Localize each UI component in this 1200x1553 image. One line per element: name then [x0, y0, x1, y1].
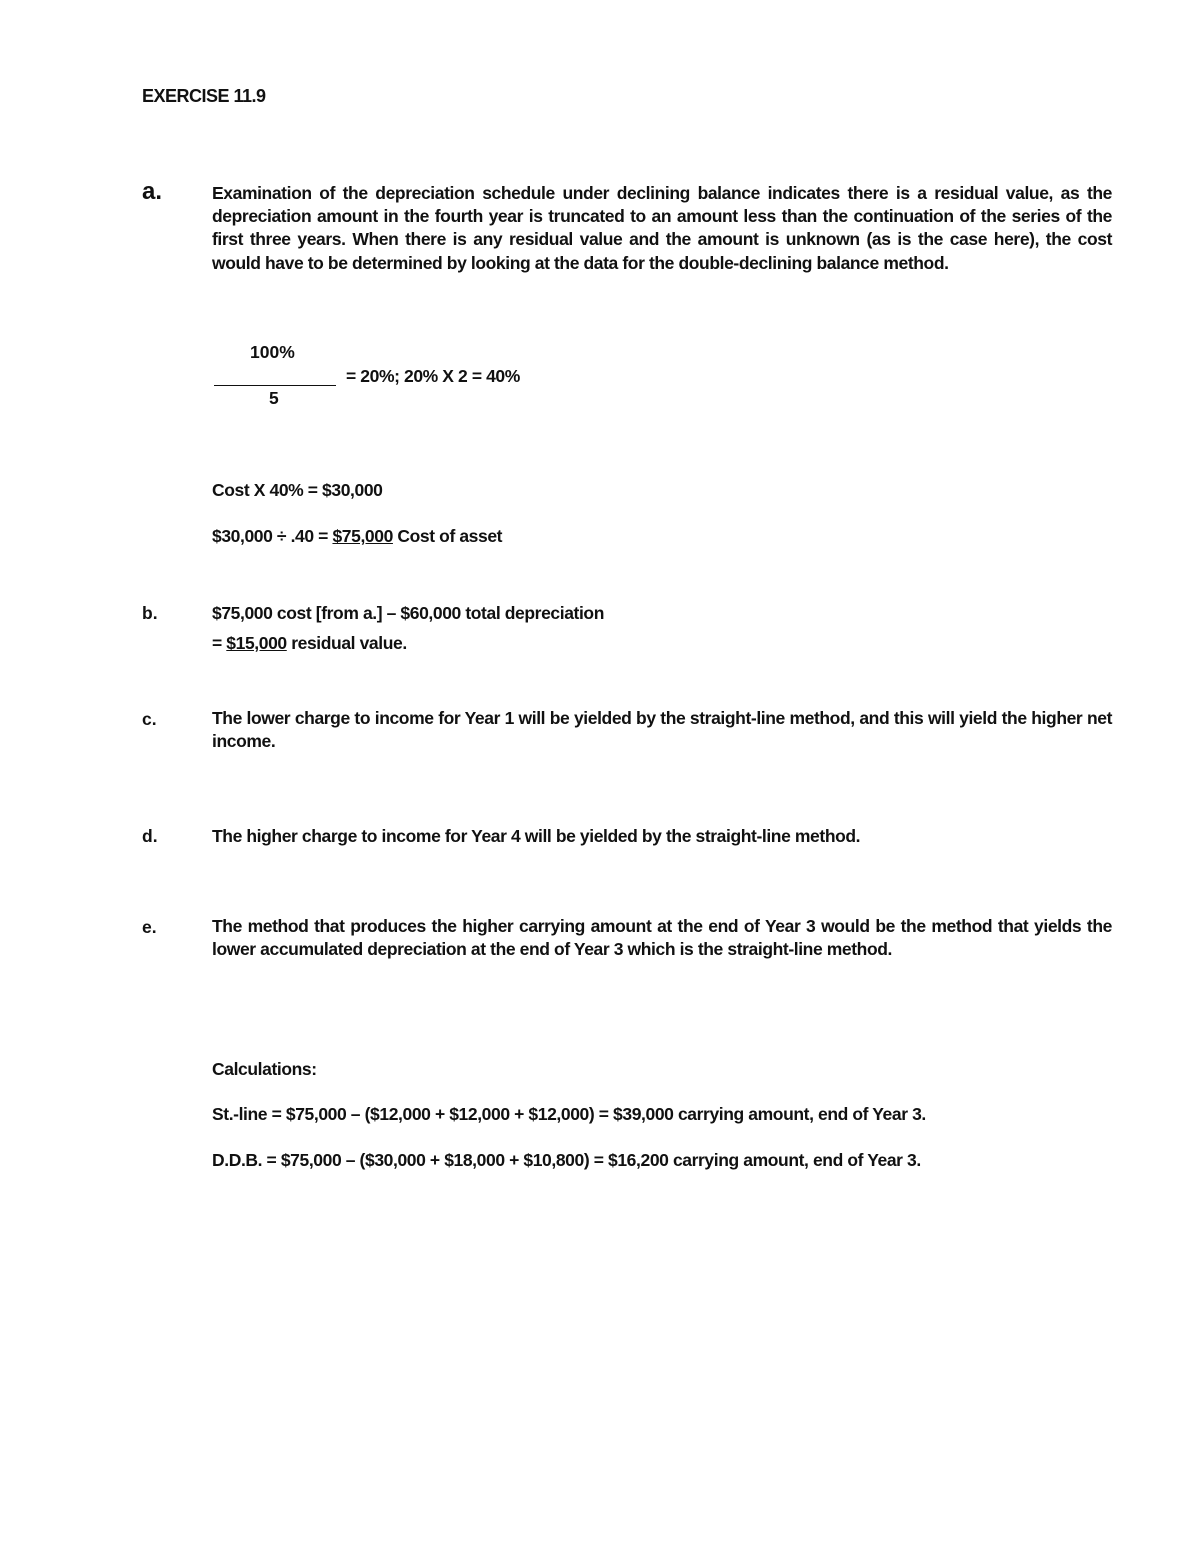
- exercise-title: EXERCISE 11.9: [142, 86, 266, 106]
- part-a-text: Examination of the depreciation schedule under declining balance indicates there is a residual value, as the depreciation amount in the fourth year is truncated to an amount less than the continuation of the series of the first three years. When there is any residual value and the amount is unknown (as is the case here), the cost would have to be determined by looking at the data for the double-declining balance method.: [212, 183, 1112, 273]
- part-e-text: The method that produces the higher carrying amount at the end of Year 3 would be the method that yields the lower accumulated depreciation at the end of Year 3 which is the straight-line method.: [212, 916, 1112, 960]
- cost-calc-suffix: Cost of asset: [392, 526, 503, 546]
- part-d-label: d.: [142, 826, 158, 846]
- fraction-result: = 20%; 20% X 2 = 40%: [346, 366, 520, 386]
- calc-straight-line: St.-line = $75,000 – ($12,000 + $12,000 + $12,000) = $39,000 carrying amount, end of Year 3.: [212, 1104, 926, 1124]
- cost-line: Cost X 40% = $30,000: [212, 480, 383, 500]
- part-b-line2: [212, 633, 407, 654]
- fraction-denominator: 5: [269, 388, 279, 408]
- cost-calculation: [212, 526, 502, 547]
- part-e-label: e.: [142, 917, 157, 937]
- cost-calc-prefix: $30,000 ÷ .40 =: [212, 526, 333, 546]
- fraction-bar: [214, 385, 336, 386]
- part-d-text: The higher charge to income for Year 4 will be yielded by the straight-line method.: [212, 826, 861, 846]
- part-c-text: The lower charge to income for Year 1 will be yielded by the straight-line method, and this will yield the higher net income.: [212, 708, 1112, 752]
- part-b-label: b.: [142, 603, 158, 623]
- calculations-heading: Calculations:: [212, 1059, 317, 1079]
- part-b-line1: $75,000 cost [from a.] – $60,000 total depreciation: [212, 603, 604, 623]
- part-b-suffix: residual value.: [286, 633, 407, 653]
- part-c-label: c.: [142, 709, 157, 729]
- part-a-label: a.: [142, 178, 163, 205]
- cost-of-asset-value: $75,000: [332, 526, 393, 546]
- residual-value: $15,000: [226, 633, 287, 653]
- fraction-numerator: 100%: [250, 342, 295, 362]
- calc-ddb: D.D.B. = $75,000 – ($30,000 + $18,000 + $10,800) = $16,200 carrying amount, end of Year 3.: [212, 1150, 921, 1170]
- part-b-prefix: =: [212, 633, 227, 653]
